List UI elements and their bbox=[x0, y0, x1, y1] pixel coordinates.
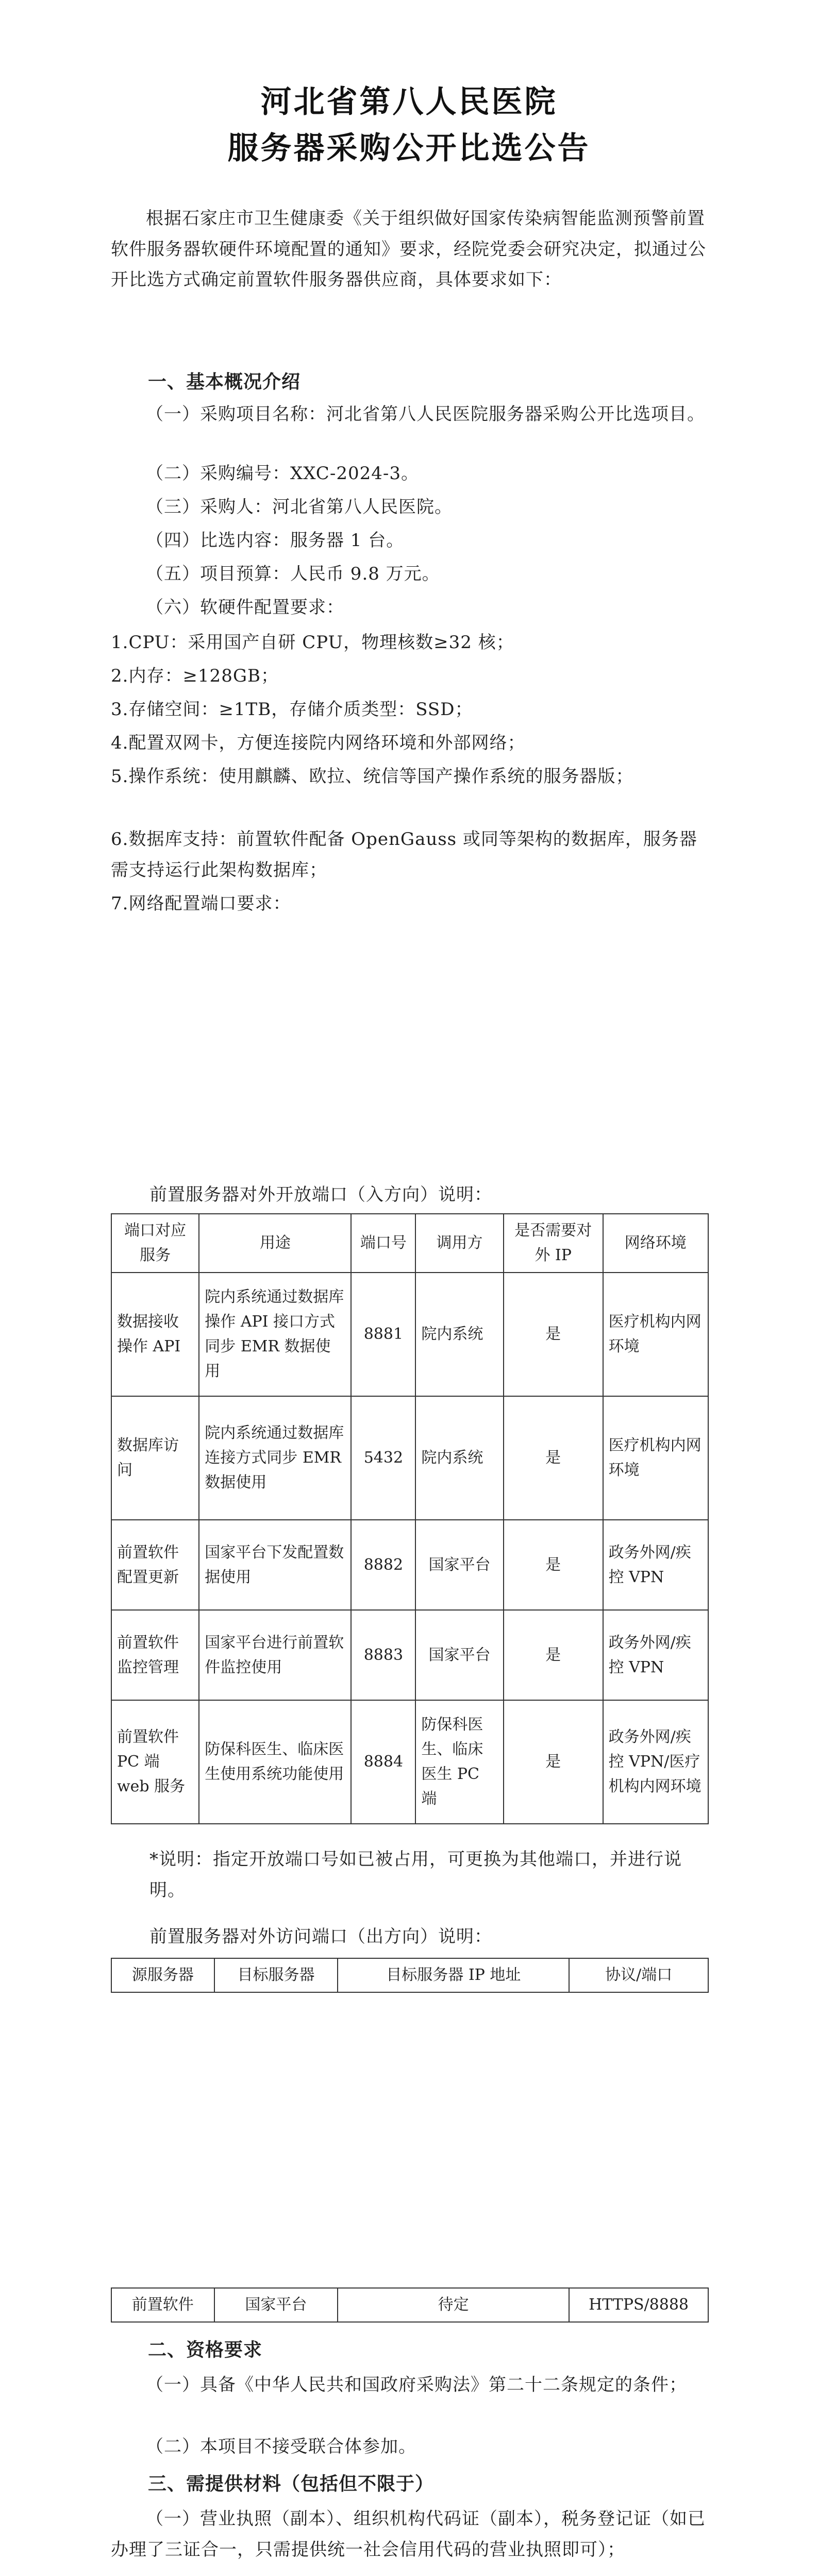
inbound-header-row bbox=[111, 1214, 708, 1273]
table-cell: 待定 bbox=[338, 2288, 569, 2322]
table-cell: 数据库访问 bbox=[111, 1396, 199, 1520]
section1-item-4: （四）比选内容：服务器 1 台。 bbox=[146, 530, 405, 551]
table-cell: 院内系统通过数据库操作 API 接口方式同步 EMR 数据使用 bbox=[199, 1273, 351, 1396]
spec-2: 2.内存：≥128GB； bbox=[111, 666, 279, 686]
inbound-header-cell: 端口对应服务 bbox=[111, 1214, 199, 1273]
table-cell: 医疗机构内网环境 bbox=[603, 1396, 708, 1520]
outbound-data-table bbox=[111, 2287, 709, 2323]
spec-6: 6.数据库支持：前置软件配备 OpenGauss 或同等架构的数据库，服务器需支持运行此架构数据库； bbox=[111, 829, 697, 880]
section3-heading: 三、需提供材料（包括但不限于） bbox=[148, 2473, 435, 2495]
table-cell: 8884 bbox=[351, 1700, 415, 1824]
table-cell: 国家平台下发配置数据使用 bbox=[199, 1520, 351, 1610]
table-row bbox=[111, 1273, 708, 1396]
table-cell: 院内系统 bbox=[415, 1273, 503, 1396]
spec-4: 4.配置双网卡，方便连接院内网络环境和外部网络； bbox=[111, 733, 526, 753]
inbound-note: *说明：指定开放端口号如已被占用，可更换为其他端口，并进行说明。 bbox=[149, 1849, 682, 1901]
table-cell: 国家平台 bbox=[415, 1520, 503, 1610]
inbound-header-cell: 是否需要对外 IP bbox=[504, 1214, 603, 1273]
section1-item-1: （一）采购项目名称：河北省第八人民医院服务器采购公开比选项目。 bbox=[146, 404, 705, 425]
table-cell: 院内系统 bbox=[415, 1396, 503, 1520]
section2-item-1: （一）具备《中华人民共和国政府采购法》第二十二条规定的条件； bbox=[146, 2375, 687, 2395]
table-row bbox=[111, 1520, 708, 1610]
table-cell: 是 bbox=[504, 1273, 603, 1396]
table-cell: 数据接收操作 API bbox=[111, 1273, 199, 1396]
table-cell: 5432 bbox=[351, 1396, 415, 1520]
table-cell: 是 bbox=[504, 1700, 603, 1824]
table-cell: 政务外网/疾控 VPN bbox=[603, 1610, 708, 1700]
spec-5: 5.操作系统：使用麒麟、欧拉、统信等国产操作系统的服务器版； bbox=[111, 766, 634, 787]
title-line-1: 河北省第八人民医院 bbox=[260, 84, 558, 120]
spec-3: 3.存储空间：≥1TB，存储介质类型：SSD； bbox=[111, 699, 473, 720]
outbound-header-cell: 协议/端口 bbox=[569, 1958, 708, 1992]
section3-item-1: （一）营业执照（副本）、组织机构代码证（副本），税务登记证（如已办理了三证合一，只需提供统一社会信用代码的营业执照即可）； bbox=[111, 2509, 706, 2560]
table-cell: 是 bbox=[504, 1520, 603, 1610]
table-cell: 8881 bbox=[351, 1273, 415, 1396]
table-cell: HTTPS/8888 bbox=[569, 2288, 708, 2322]
section1-item-5: （五）项目预算：人民币 9.8 万元。 bbox=[146, 564, 440, 584]
table-cell: 防保科医生、临床医生 PC 端 bbox=[415, 1700, 503, 1824]
spec-1: 1.CPU：采用国产自研 CPU，物理核数≥32 核； bbox=[111, 632, 514, 653]
section1-heading: 一、基本概况介绍 bbox=[148, 371, 301, 393]
table-row bbox=[111, 1700, 708, 1824]
inbound-table bbox=[111, 1213, 709, 1824]
table-cell: 政务外网/疾控 VPN/医疗机构内网环境 bbox=[603, 1700, 708, 1824]
table-row bbox=[111, 1396, 708, 1520]
inbound-header-cell: 网络环境 bbox=[603, 1214, 708, 1273]
table-row bbox=[111, 2288, 708, 2322]
inbound-header-cell: 调用方 bbox=[415, 1214, 503, 1273]
section1-item-2: （二）采购编号：XXC-2024-3。 bbox=[146, 463, 419, 484]
table-cell: 前置软件 PC 端 web 服务 bbox=[111, 1700, 199, 1824]
inbound-header-cell: 端口号 bbox=[351, 1214, 415, 1273]
table-cell: 政务外网/疾控 VPN bbox=[603, 1520, 708, 1610]
inbound-caption: 前置服务器对外开放端口（入方向）说明： bbox=[149, 1184, 492, 1205]
section2-heading: 二、资格要求 bbox=[148, 2339, 263, 2361]
section1-item-6: （六）软硬件配置要求： bbox=[146, 597, 344, 618]
table-cell: 8883 bbox=[351, 1610, 415, 1700]
section1-item-3: （三）采购人：河北省第八人民医院。 bbox=[146, 497, 453, 517]
outbound-caption: 前置服务器对外访问端口（出方向）说明： bbox=[149, 1926, 492, 1947]
section2-item-2: （二）本项目不接受联合体参加。 bbox=[146, 2436, 416, 2457]
table-cell: 是 bbox=[504, 1396, 603, 1520]
table-cell: 前置软件配置更新 bbox=[111, 1520, 199, 1610]
table-cell: 前置软件 bbox=[111, 2288, 214, 2322]
outbound-header-cell: 目标服务器 IP 地址 bbox=[338, 1958, 569, 1992]
table-cell: 国家平台 bbox=[214, 2288, 338, 2322]
table-cell: 8882 bbox=[351, 1520, 415, 1610]
table-cell: 国家平台进行前置软件监控使用 bbox=[199, 1610, 351, 1700]
table-cell: 国家平台 bbox=[415, 1610, 503, 1700]
table-cell: 前置软件监控管理 bbox=[111, 1610, 199, 1700]
table-cell: 医疗机构内网环境 bbox=[603, 1273, 708, 1396]
inbound-header-cell: 用途 bbox=[199, 1214, 351, 1273]
table-cell: 院内系统通过数据库连接方式同步 EMR 数据使用 bbox=[199, 1396, 351, 1520]
spec-7: 7.网络配置端口要求： bbox=[111, 893, 291, 914]
table-row bbox=[111, 1610, 708, 1700]
outbound-table bbox=[111, 1958, 709, 1993]
table-cell: 防保科医生、临床医生使用系统功能使用 bbox=[199, 1700, 351, 1824]
outbound-header-cell: 目标服务器 bbox=[214, 1958, 338, 1992]
intro-paragraph: 根据石家庄市卫生健康委《关于组织做好国家传染病智能监测预警前置软件服务器软硬件环境配置的通知》要求，经院党委会研究决定，拟通过公开比选方式确定前置软件服务器供应商，具体要求如下： bbox=[111, 208, 706, 290]
outbound-header-cell: 源服务器 bbox=[111, 1958, 214, 1992]
title-line-2: 服务器采购公开比选公告 bbox=[227, 130, 591, 166]
table-cell: 是 bbox=[504, 1610, 603, 1700]
outbound-header-row bbox=[111, 1958, 708, 1992]
